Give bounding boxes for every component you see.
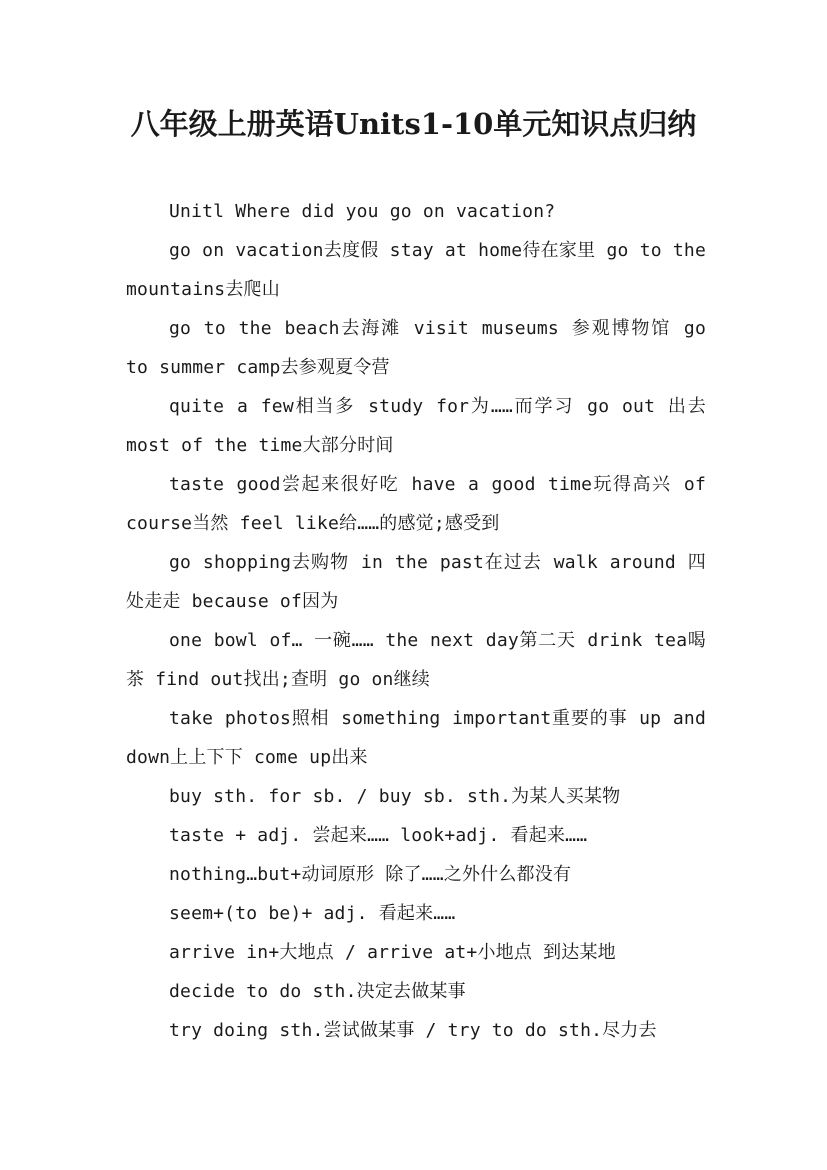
paragraph: nothing…but+动词原形 除了……之外什么都没有 <box>169 864 572 885</box>
paragraph: arrive in+大地点 / arrive at+小地点 到达某地 <box>169 942 616 963</box>
document-body <box>126 192 706 1050</box>
paragraph: buy sth. for sb. / buy sb. sth.为某人买某物 <box>169 786 621 807</box>
paragraph: take photos照相 something important重要的事 up and down上上下下 come up出来 <box>126 708 706 768</box>
paragraph: taste + adj. 尝起来…… look+adj. 看起来…… <box>169 825 588 846</box>
paragraph: quite a few相当多 study for为……而学习 go out 出去 most of the time大部分时间 <box>126 396 706 456</box>
paragraph: one bowl of… 一碗…… the next day第二天 drink tea喝茶 find out找出;查明 go on继续 <box>126 630 706 690</box>
paragraph: go to the beach去海滩 visit museums 参观博物馆 go to summer camp去参观夏令营 <box>126 318 706 378</box>
paragraph: try doing sth.尝试做某事 / try to do sth.尽力去 <box>169 1020 657 1041</box>
document-title: 八年级上册英语Units1-10单元知识点归纳 <box>130 107 697 141</box>
paragraph: taste good尝起来很好吃 have a good time玩得高兴 of course当然 feel like给……的感觉;感受到 <box>126 474 706 534</box>
paragraph: decide to do sth.决定去做某事 <box>169 981 466 1002</box>
paragraph: seem+(to be)+ adj. 看起来…… <box>169 903 456 924</box>
paragraph: Unitl Where did you go on vacation? <box>169 201 556 222</box>
paragraph: go shopping去购物 in the past在过去 walk around 四处走走 because of因为 <box>126 552 706 612</box>
paragraph: go on vacation去度假 stay at home待在家里 go to the mountains去爬山 <box>126 240 706 300</box>
